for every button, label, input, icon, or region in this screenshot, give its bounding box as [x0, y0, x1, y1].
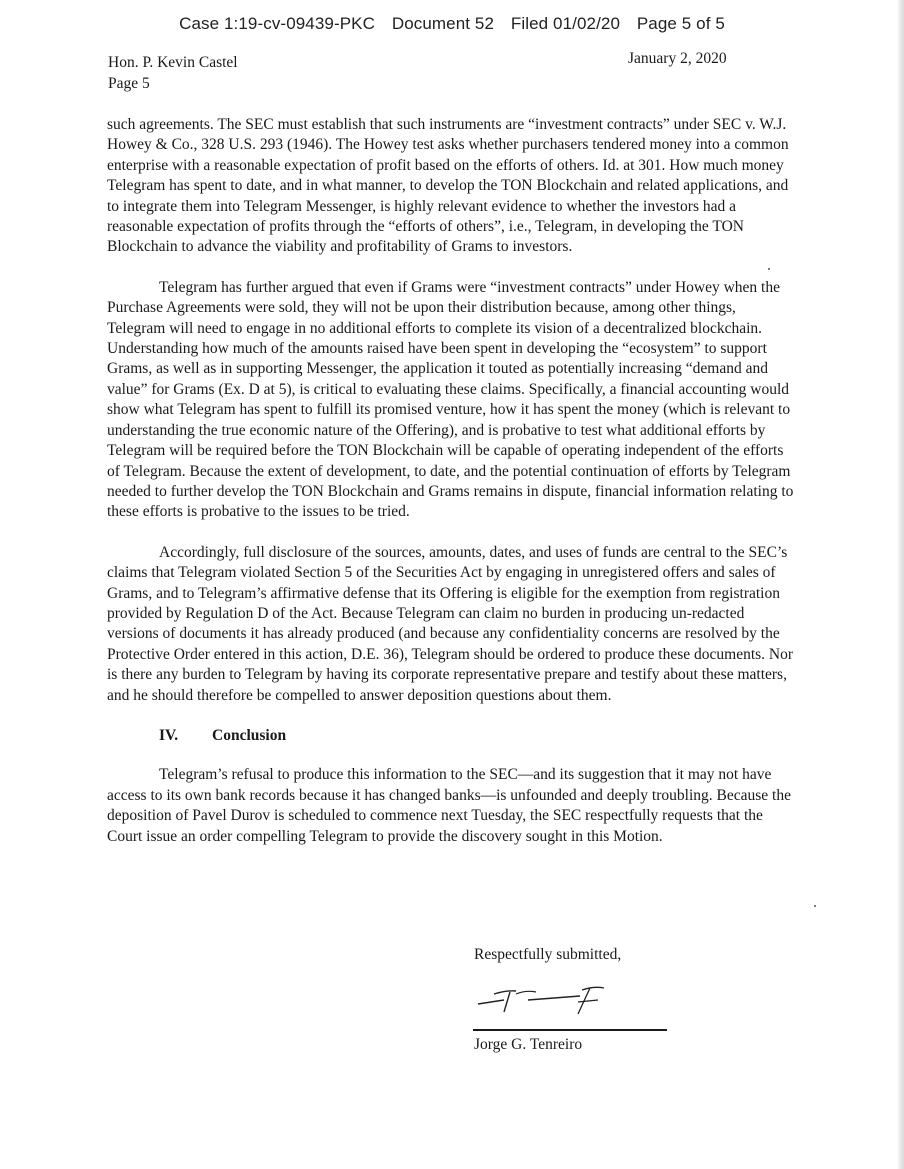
case-number: Case 1:19-cv-09439-PKC: [179, 14, 375, 33]
addressee-block: [108, 52, 238, 94]
closing-phrase: Respectfully submitted,: [474, 946, 622, 963]
case-header: [0, 14, 904, 34]
letter-body: [107, 115, 795, 867]
page-number: Page 5 of 5: [636, 14, 725, 33]
conclusion-paragraph: Telegram’s refusal to produce this information to the SEC—and its suggestion that it may not have access to its own bank records because it has changed banks—is unfounded and deeply troubling. Because the deposition of Pavel Durov is scheduled to commence next Tuesday, the SEC respectfully requests that the Court issue an order compelling Telegram to provide the discovery sought in this Motion.: [107, 766, 791, 845]
document-number: Document 52: [391, 14, 495, 33]
body-paragraph-1: such agreements. The SEC must establish that such instruments are “investment contracts” under SEC v. W.J. Howey & Co., 328 U.S. 293 (1946). The Howey test asks whether purchasers tendered money into a common enterprise with a reasonable expectation of profit based on the efforts of others. Id. at 301. How much money Telegram has spent to date, and in what manner, to develop the TON Blockchain and related applications, and to integrate them into Telegram Messenger, is highly relevant evidence to whether the investors had a reasonable expectation of profits through the “efforts of others”, i.e., Telegram, in developing the TON Blockchain to advance the viability and profitability of Grams to investors.: [107, 116, 789, 256]
addressee-name: Hon. P. Kevin Castel: [108, 54, 238, 71]
signature-line: [473, 1029, 667, 1031]
section-heading: [159, 726, 795, 746]
letter-page-label: Page 5: [108, 75, 150, 92]
section-title: Conclusion: [212, 726, 287, 744]
handwritten-signature: [474, 982, 614, 1022]
signer-name: Jorge G. Tenreiro: [474, 1036, 583, 1053]
scan-speck: [768, 268, 770, 270]
body-paragraph-2: Telegram has further argued that even if Grams were “investment contracts” under Howey when the Purchase Agreements were sold, they will not be upon their distribution because, among other things, Telegram will need to engage in no additional efforts to complete its vision of a decentralized blockchain. Understanding how much of the amounts raised have been spent in developing the “ecosystem” to support Grams, as well as in supporting Messenger, the application it touted as potentially increasing “demand and value” for Grams (Ex. D at 5), is critical to evaluating these claims. Specifically, a financial accounting would show what Telegram has spent to fulfill its promised venture, how it has spent the money (which is relevant to understanding the true economic nature of the Offering), and is probative to test what additional efforts by Telegram will be required before the TON Blockchain will be capable of operating independent of the efforts of Telegram. Because the extent of development, to date, and the potential continuation of efforts by Telegram needed to further develop the TON Blockchain and Grams remains in dispute, financial information relating to these efforts is probative to the issues to be tried.: [107, 278, 794, 521]
filed-date: Filed 01/02/20: [510, 14, 621, 33]
body-paragraph-3: Accordingly, full disclosure of the sources, amounts, dates, and uses of funds are central to the SEC’s claims that Telegram violated Section 5 of the Securities Act by engaging in unregistered offers and sales of Grams, and to Telegram’s affirmative defense that its Offering is eligible for the exemption from registration provided by Regulation D of the Act. Because Telegram can claim no burden in producing un-redacted versions of documents it has already produced (and because any confidentiality concerns are resolved by the Protective Order entered in this action, D.E. 36), Telegram should be ordered to produce these documents. Nor is there any burden to Telegram by having its corporate representative prepare and testify about these matters, and he should therefore be compelled to answer deposition questions about them.: [107, 543, 794, 704]
section-number: IV.: [159, 726, 179, 744]
scan-speck: [814, 905, 816, 907]
letter-date: January 2, 2020: [628, 50, 727, 67]
scan-edge-shadow: [898, 0, 904, 1169]
